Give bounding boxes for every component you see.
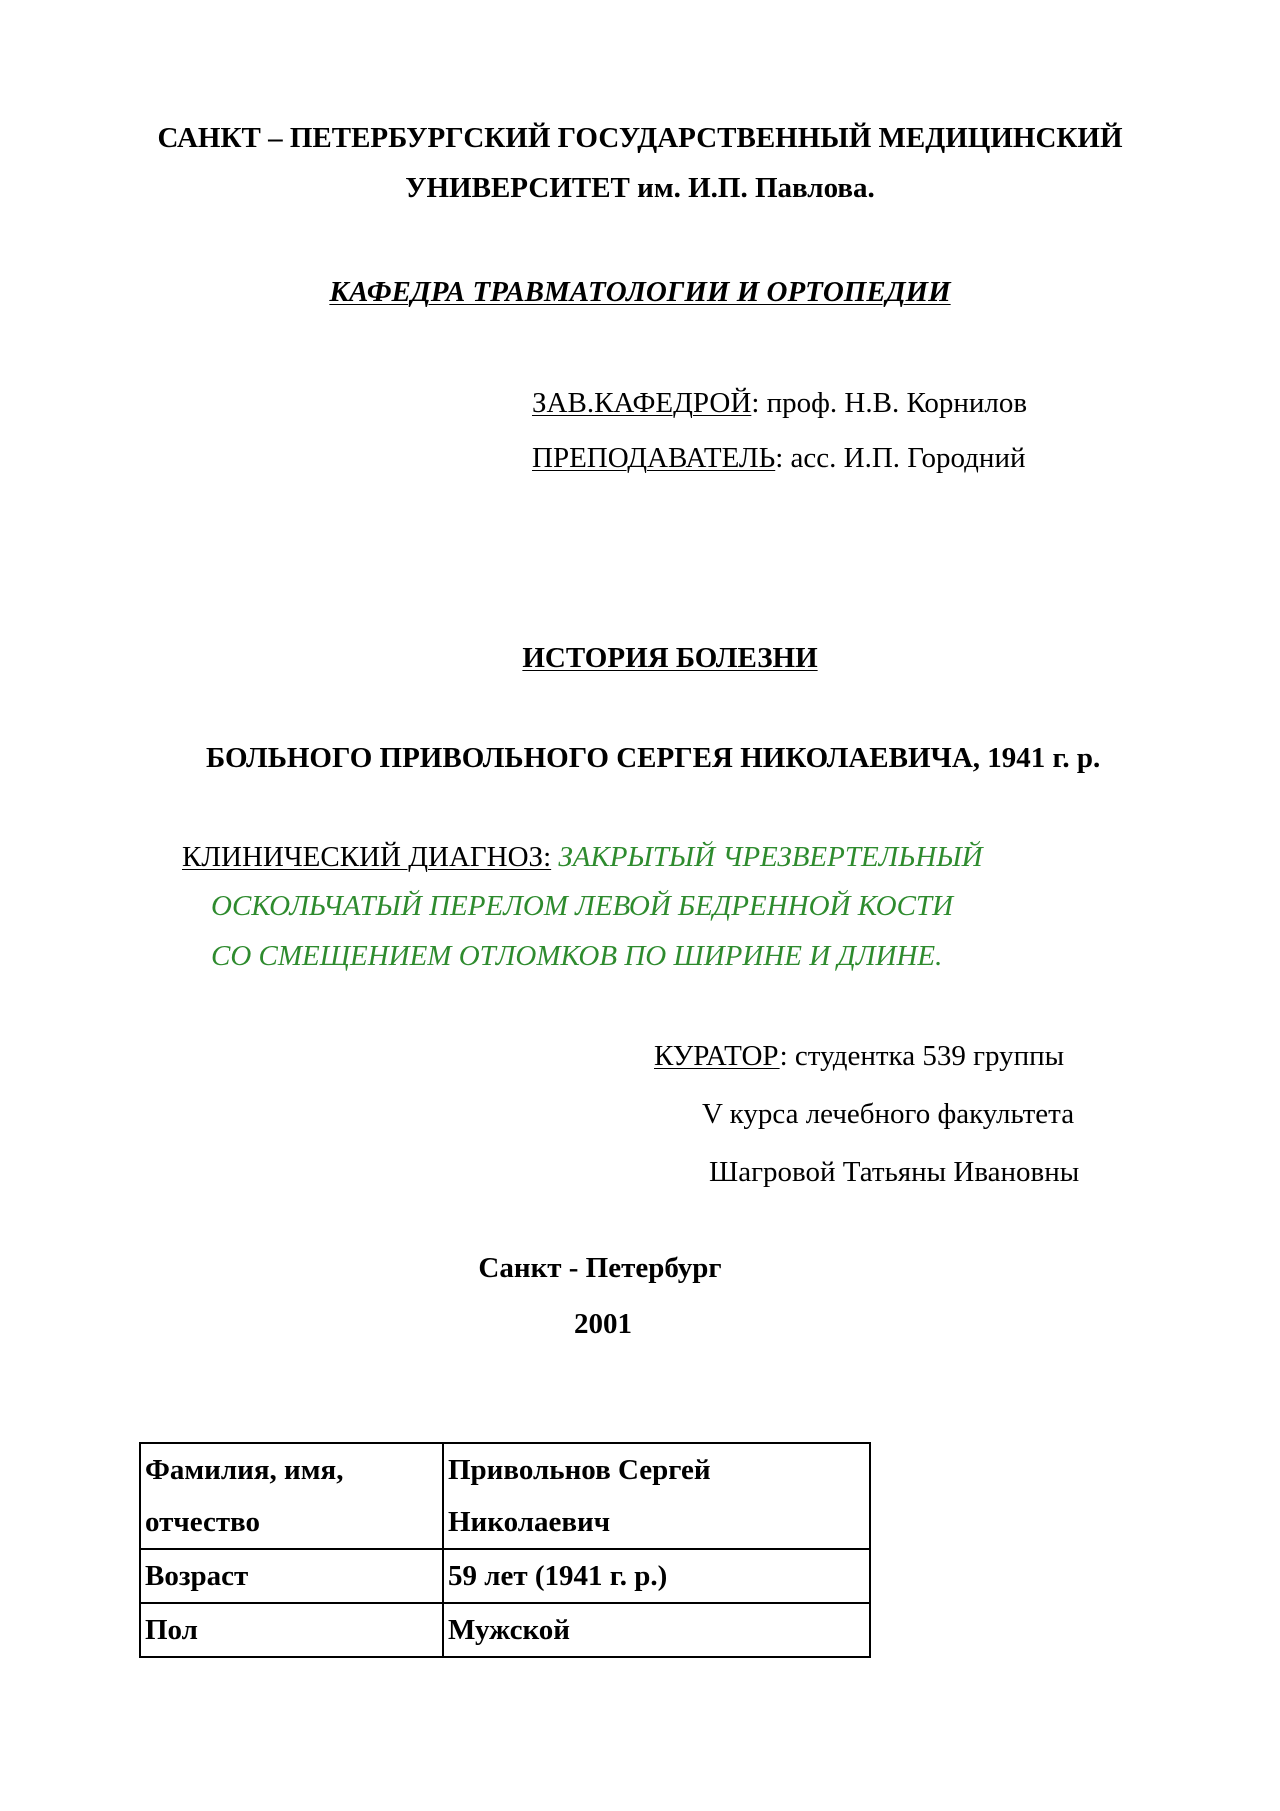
- sex-value: Мужской: [443, 1603, 870, 1657]
- head-value: : проф. Н.В. Корнилов: [751, 387, 1028, 419]
- head-label: ЗАВ.КАФЕДРОЙ: [532, 387, 752, 419]
- university-name-line1: САНКТ – ПЕТЕРБУРГСКИЙ ГОСУДАРСТВЕННЫЙ МЕДИЦИНСКИЙ: [157, 122, 1123, 154]
- age-value: 59 лет (1941 г. р.): [443, 1549, 870, 1603]
- department-name: КАФЕДРА ТРАВМАТОЛОГИИ И ОРТОПЕДИИ: [329, 276, 951, 308]
- patient-info-table: [139, 1442, 871, 1658]
- table-row: [140, 1549, 870, 1603]
- diagnosis-text-line2: ОСКОЛЬЧАТЫЙ ПЕРЕЛОМ ЛЕВОЙ БЕДРЕННОЙ КОСТИ: [211, 890, 954, 922]
- table-row: [140, 1443, 870, 1549]
- university-name-line2: УНИВЕРСИТЕТ им. И.П. Павлова.: [405, 172, 875, 204]
- diagnosis-line1: [182, 839, 983, 875]
- curator-label: КУРАТОР: [654, 1040, 780, 1072]
- curator-line1: [654, 1038, 1064, 1074]
- table-row: [140, 1603, 870, 1657]
- name-label-line2: отчество: [145, 1506, 261, 1538]
- sex-label: Пол: [140, 1603, 443, 1657]
- city: Санкт - Петербург: [478, 1252, 722, 1284]
- diagnosis-text-line1: ЗАКРЫТЫЙ ЧРЕЗВЕРТЕЛЬНЫЙ: [558, 841, 983, 873]
- department-heading: [0, 274, 1280, 310]
- patient-line: БОЛЬНОГО ПРИВОЛЬНОГО СЕРГЕЯ НИКОЛАЕВИЧА, 1941 г. р.: [206, 742, 1101, 774]
- teacher-line: [532, 440, 1026, 476]
- name-label-line1: Фамилия, имя,: [145, 1454, 344, 1486]
- teacher-value: : асс. И.П. Городний: [775, 442, 1026, 474]
- diagnosis-text-line3: СО СМЕЩЕНИЕМ ОТЛОМКОВ ПО ШИРИНЕ И ДЛИНЕ.: [211, 940, 943, 972]
- document-title: ИСТОРИЯ БОЛЕЗНИ: [522, 642, 818, 674]
- diagnosis-label: КЛИНИЧЕСКИЙ ДИАГНОЗ:: [182, 841, 552, 873]
- curator-group: : студентка 539 группы: [779, 1040, 1065, 1072]
- year: 2001: [574, 1308, 632, 1340]
- name-value-line1: Привольнов Сергей: [448, 1454, 711, 1486]
- table-cell-value: [443, 1443, 870, 1549]
- age-label: Возраст: [140, 1549, 443, 1603]
- curator-line3: Шагровой Татьяны Ивановны: [709, 1156, 1080, 1188]
- teacher-label: ПРЕПОДАВАТЕЛЬ: [532, 442, 776, 474]
- name-value-line2: Николаевич: [448, 1506, 611, 1538]
- table-cell-label: [140, 1443, 443, 1549]
- document-title-wrap: [0, 640, 1280, 676]
- curator-line2: V курса лечебного факультета: [702, 1098, 1075, 1130]
- head-of-department-line: [532, 385, 1027, 421]
